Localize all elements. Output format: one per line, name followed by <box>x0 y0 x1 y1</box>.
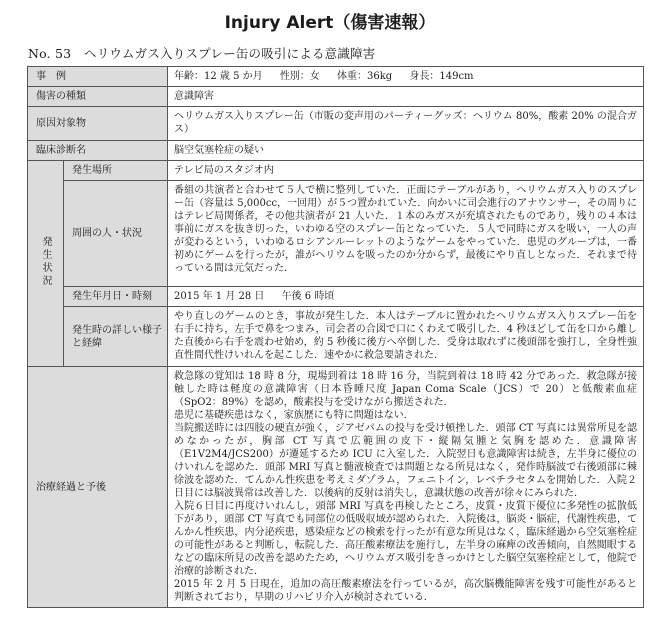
details-label: 発生時の詳しい様子と経緯 <box>64 307 168 367</box>
case-label: 事 例 <box>28 67 168 87</box>
surroundings-label: 周囲の人・状況 <box>64 181 168 287</box>
cause-value: ヘリウムガス入りスプレー缶（市販の変声用のパーティーグッズ：ヘリウム 80%，酸素 20% の混合ガス） <box>168 107 644 141</box>
cause-row <box>28 107 644 141</box>
place-value: テレビ局のスタジオ内 <box>168 161 644 181</box>
treatment-paragraph: 2015 年 2 月 5 日現在，追加の高圧酸素療法を行っているが，高次脳機能障害を残す可能性があると判断されており，早期のリハビリ介入が検討されている． <box>174 579 637 603</box>
injury-report-table <box>27 66 644 608</box>
case-age: 年齢：12 歳 5 か月 <box>174 71 263 82</box>
situation-label-cell <box>28 161 64 367</box>
treatment-paragraph: 救急隊の覚知は 18 時 8 分，現場到着は 18 時 16 分，当院到着は 18 時 42 分であった．救急隊が接触した時は軽度の意識障害（日本昏睡尺度 Japan Coma Scale（JCS）で 20）と低酸素血症（SpO2：89%）を認め，酸素投与を受けながら搬送された． <box>174 371 637 408</box>
case-row <box>28 67 644 87</box>
treatment-paragraph: 当院搬送時には四肢の硬直が強く，ジアゼパムの投与を受け頓挫した．頭部 CT 写真には異常所見を認めなかったが，胸部 CT 写真で広範囲の皮下・縦隔気腫と気胸を認めた．意識障害（E1V2M4/JCS200）が遷延するため ICU に入室した．入院翌日も意識障害は続き，左半身に優位のけいれんを認めた．頭部 MRI 写真と髄液検査では問題となる所見はなく，発作時脳波で右後頭部に棘徐波を認めた．てんかん性疾患を考えミダゾラム，フェニトイン，レベチラセタムを開始した．入院２日目には脳波異常は改善した．以後病的反射は消失し，意識状態の改善が徐々にみられた． <box>174 423 637 499</box>
case-weight: 体重：36kg <box>337 71 393 82</box>
diagnosis-value: 脳空気塞栓症の疑い <box>168 141 644 161</box>
place-row <box>28 161 644 181</box>
injury-type-value: 意識障害 <box>168 87 644 107</box>
treatment-label: 治療経過と予後 <box>28 367 168 608</box>
treatment-paragraph: 患児に基礎疾患はなく，家族歴にも特に問題はない． <box>174 410 414 421</box>
report-subtitle: No. 53 ヘリウムガス入りスプレー缶の吸引による意識障害 <box>28 46 376 61</box>
injury-type-row <box>28 87 644 107</box>
place-label: 発生場所 <box>64 161 168 181</box>
datetime-time: 午後 6 時頃 <box>281 291 335 302</box>
diagnosis-row <box>28 141 644 161</box>
datetime-label: 発生年月日・時刻 <box>64 287 168 307</box>
case-height: 身長：149cm <box>409 71 474 82</box>
injury-type-label: 傷害の種類 <box>28 87 168 107</box>
page-title: Injury Alert（傷害速報） <box>224 13 436 33</box>
treatment-value <box>168 367 644 608</box>
situation-label: 発生状況 <box>40 235 51 288</box>
datetime-value <box>168 287 644 307</box>
details-value: やり直しのゲームのとき，事故が発生した．本人はテーブルに置かれたヘリウムガス入りスプレー缶を右手に持ち，左手で鼻をつまみ，司会者の合図で口にくわえて吸引した．4 秒ほどして缶を口から離した直後から右手を震わせ始め，約 5 秒後に後方へ卒倒した．受身は取れずに後頭部を強打し，全身性強直性間代性けいれんを起こした．速やかに救急要請された． <box>168 307 644 367</box>
datetime-row <box>28 287 644 307</box>
treatment-paragraph: 入院６日目に再度けいれんし，頭部 MRI 写真を再検したところ，皮質・皮質下優位に多発性の拡散低下があり，頭部 CT 写真でも同部位の低吸収域が認められた．入院後は，脳炎・脳症，代謝性疾患，てんかん性疾患，内分泌疾患，感染症などの検索を行ったが有意な所見はなく，臨床経過から空気塞栓症の可能性があると判断し，転院した．高圧酸素療法を施行し，左半身の麻痺の改善傾向，自然閲眼するなどの臨床所見の改善を認めたため，ヘリウムガス吸引をきっかけとした脳空気塞栓症として，他院で治療的診断された． <box>174 501 637 577</box>
surroundings-row <box>28 181 644 287</box>
datetime-date: 2015 年 1 月 28 日 <box>174 291 265 302</box>
surroundings-value: 番組の共演者と合わせて５人で横に整列していた．正面にテーブルがあり，ヘリウムガス入りのスプレー缶（容量は 5,000cc，一回用）が５つ置かれていた．向かいに司会進行のアナウンサー，その周りにはテレビ局関係者，その他共演者が 21 人いた．１本のみガスが充填されたものであり，残りの４本は事前にガスを抜き切った，いわゆる空のスプレー缶となっていた．５人で同時にガスを吸い，一人の声が変わるという，いわゆるロシアンルーレットのようなゲームをやっていた．患児のグループは，一番初めにゲームを行ったが，誰がヘリウムを吸ったのか分からず，最後にやり直しとなった．それまで待っている間は元気だった． <box>168 181 644 287</box>
treatment-row <box>28 367 644 608</box>
case-value <box>168 67 644 87</box>
diagnosis-label: 臨床診断名 <box>28 141 168 161</box>
case-sex: 性別：女 <box>279 71 320 82</box>
cause-label: 原因対象物 <box>28 107 168 141</box>
details-row <box>28 307 644 367</box>
